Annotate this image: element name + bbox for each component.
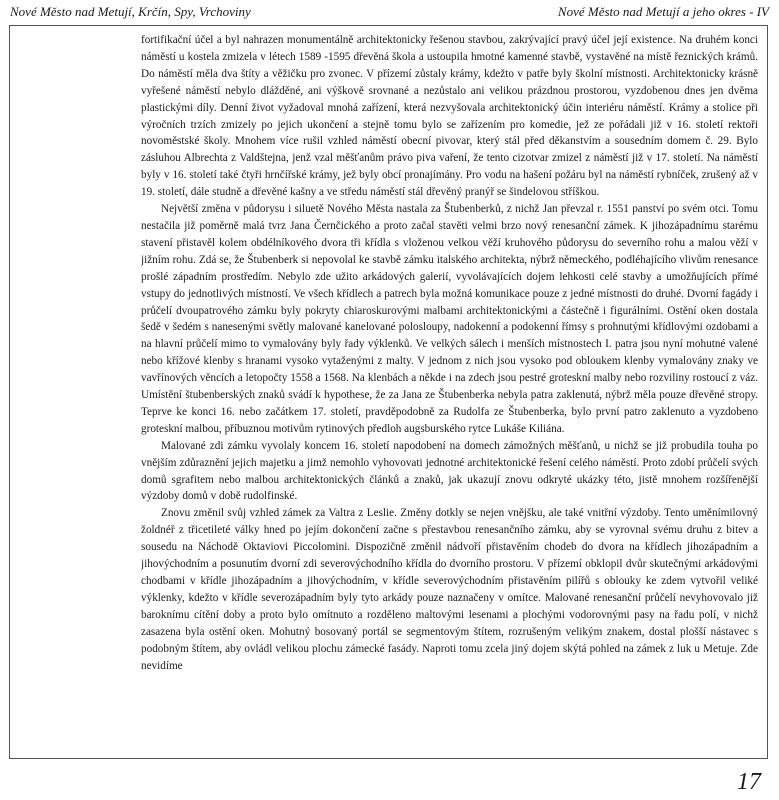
- running-header: [10, 2, 769, 22]
- paragraph: Největší změna v půdorysu i siluetě Nového Města nastala za Štubenberků, z nichž Jan převzal r. 1551 panství po svém otci. Tomu nestačila již poměrně malá tvrz Jana Černčického a proto začal stavěti velmi brzo nový renesanční zámek. K jihozápadnímu starému stavení přistavěl kolem obdélníkového dvora tři křídla s vloženou velkou věží kruhového půdorysu do severního rohu a malou věží v jižním rohu. Zdá se, že Štubenberk si nepovolal ke stavbě zámku italského architekta, nýbrž německého, podléhajícího vlivům renesance prošlé západním prostředím. Nebylo zde užito arkádových galerií, vyvolávajících dojem lehkosti celé stavby a umožňujících přímé vstupy do jednotlivých místností. Ve všech křídlech a patrech byla možná komunikace pouze z jedné místnosti do druhé. Dvorní fagády i průčelí dvoupatrového zámku byly pokryty chiaroskurovými malbami architektonickými a částečně i figurálními. Ostění oken dostala šedě v šedém s nanesenými světly malované kanelované polosloupy, nadokenní a podokenní římsy s prohnutými křídlovými ozdobami a na hlavní průčelí mimo to vymalovány byly řady výklenků. Ve velkých sálech i menších místnostech I. patra jsou nyní mohutné valené nebo křížové klenby s hranami vysoko vytaženými z malty. V jednom z nich jsou vysoko pod obloukem klenby vymalovány znaky ve vavřínových věncích a letopočty 1558 a 1568. Na klenbách a někde i na zdech jsou pestré groteskní malby nebo rozviliny rostoucí z váz. Umístění štubenberských znaků svádí k hypothese, že za Jana ze Štubenberka nebyla patra zaklenutá, nýbrž měla pouze dřevěné stropy. Teprve ke konci 16. nebo začátkem 17. století, pravděpodobně za Rudolfa ze Štubenberka, bylo první patro zaklenuto a vyzdobeno groteskní malbou, příbuznou motivům rytinových předloh augsburského rytce Lukáše Kiliána.: [141, 203, 758, 435]
- header-right-title: Nové Město nad Metují a jeho okres - IV: [557, 4, 769, 19]
- body-text: [141, 32, 758, 754]
- page-number: 17: [737, 769, 761, 795]
- paragraph: Malované zdi zámku vyvolaly koncem 16. století napodobení na domech zámožných měšťanů, u nichž se již probudila touha po vnějším zdůraznění jejich majetku a jimž nemohlo vyhovovati jednotné architektonické řešení celého náměstí. Proto zdobí průčelí svých domů sgrafitem nebo malbou architektonických článků a znaků, jak ukazují znovu odkryté ukázky této, jistě mnohem rozšířenější výzdoby domů v době rudolfinské.: [141, 439, 758, 503]
- paragraph: Znovu změnil svůj vzhled zámek za Valtra z Leslie. Změny dotkly se nejen vnějšku, ale také vnitřní výzdoby. Tento uměnímilovný žoldnéř z třicetileté války hned po jejím dokončení začne s přestavbou renesančního zámku, aby se vyrovnal svému druhu z bitev a sousedu na Náchodě Oktaviovi Piccolomini. Dispozičně změnil nádvoří přistavěním chodeb do dvora na křídlech jihozápadním a jihovýchodním a posunutím dvorní zdi severovýchodního křídla do dvorního prostoru. V přízemí obklopil dvůr skutečnými arkádovými chodbami v křídle jihozápadním a jihovýchodním, v křídle severovýchodním přistavěním pilířů s oblouky ke zdem vytvořil veliké výklenky, kdežto v křídle severozápadním byly tyto arkády pouze naznačeny v omítce. Malované renesanční průčelí nevyhovovalo již baroknímu cítění doby a proto bylo omítnuto a rozděleno maltovými lesenami a plochými vodorovnými pasy na řadu polí, v nichž zasazena byla ostění oken. Mohutný bosovaný portál se segmentovým štítem, rozrušeným velikým znakem, dostal plošší nástavec s podobným štítem, aby ovládl velikou plochu zámecké fasády. Naproti tomu zcela jiný dojem skýtá pohled na zámek z luk u Metuje. Zde nevidíme: [141, 507, 758, 672]
- header-left-title: Nové Město nad Metují, Krčín, Spy, Vrchoviny: [10, 4, 251, 19]
- paragraph: fortifikační účel a byl nahrazen monumentálně architektonicky řešenou stavbou, zakrývající pravý účel její existence. Na druhém konci náměstí u kostela zmizela v létech 1589 -1595 dřevěná škola a ustoupila hmotné kamenné stavbě, vystavěné na místě řeznických krámů. Do náměstí měla dva štíty a věžičku pro zvonec. V přízemí zůstaly krámy, kdežto v patře byly školní místnosti. Architektonicky krásně vyřešené náměstí nebylo dlážděné, ani výškově srovnané a nezůstalo ani velikou prázdnou prostorou, vyzdobenou dnes jen dvěma plastickými díly. Denní život vyžadoval mnohá zařízení, která nezvyšovala architektonický účin interiéru náměstí. Krámy a stolice při výročních trzích zmizely po jejich ukončení a stejně tomu bylo se zařízením pro komedie, jež ze pořádali již v 16. století rektoři novoměstské školy. Mnohem více rušil vzhled náměstí obecní pivovar, který stál před děkanstvím a sousedním domem č. 29. Bylo zásluhou Albrechta z Valdštejna, jenž vzal měšťanům právo piva vaření, že tento cizotvar zmizel z náměstí již v 17. století. Na náměstí byly v 16. století také čtyři hrnčířské krámy, jež byly obcí pronajímány. Pro vodu na hašení požáru byl na náměstí rybníček, zrušený až v 19. století, dále studně a dřevěné kašny a ve středu náměstí stál dřevěný pranýř se šindelovou stříškou.: [141, 34, 758, 199]
